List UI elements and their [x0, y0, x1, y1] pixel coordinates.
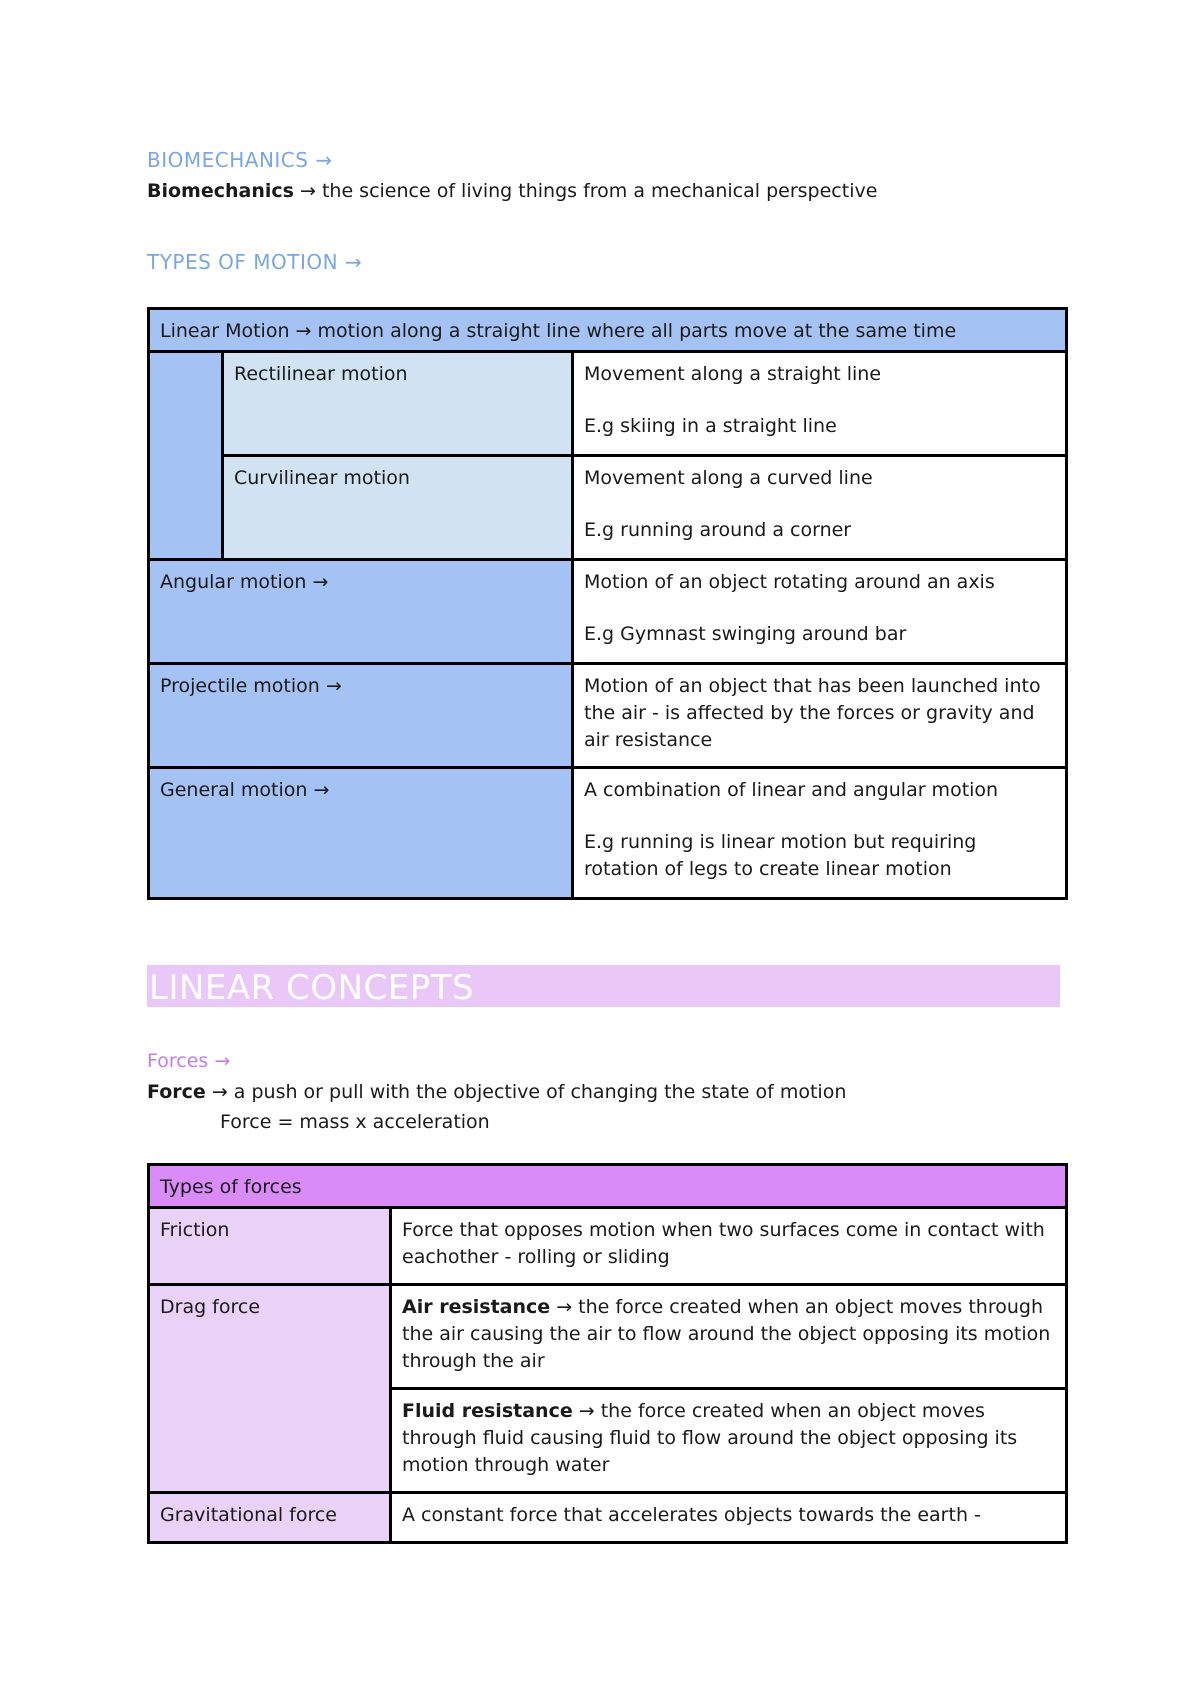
fluid-resistance-text: → the force created when an object moves through fluid causing fluid to flow around the object opposing its motion through water: [402, 1400, 1018, 1476]
curvilinear-motion-example: E.g running around a corner: [584, 519, 852, 541]
fluid-resistance-paragraph: [402, 1398, 1055, 1479]
forces-heading: Forces →: [147, 1050, 231, 1072]
projectile-motion-description: [573, 664, 1067, 768]
friction-description: [391, 1208, 1067, 1285]
biomechanics-heading: BIOMECHANICS →: [147, 148, 333, 172]
force-definition-text: → a push or pull with the objective of changing the state of motion: [205, 1081, 847, 1103]
angular-motion-description: [573, 560, 1067, 664]
general-motion-text: A combination of linear and angular motion: [584, 779, 999, 801]
gravitational-force-name: Gravitational force: [149, 1493, 391, 1543]
curvilinear-motion-description: [573, 456, 1067, 560]
angular-motion-name: Angular motion →: [149, 560, 573, 664]
biomechanics-definition: [147, 180, 877, 202]
types-of-motion-heading: TYPES OF MOTION →: [147, 250, 363, 274]
angular-motion-text: Motion of an object rotating around an axis: [584, 571, 995, 593]
rectilinear-motion-example: E.g skiing in a straight line: [584, 415, 837, 437]
drag-force-name: Drag force: [149, 1285, 391, 1493]
angular-motion-example: E.g Gymnast swinging around bar: [584, 623, 907, 645]
curvilinear-motion-text: Movement along a curved line: [584, 467, 873, 489]
gravitational-force-text: A constant force that accelerates objects towards the earth -: [402, 1504, 981, 1526]
fluid-resistance-term: Fluid resistance: [402, 1400, 573, 1422]
air-resistance-text: → the force created when an object moves through the air causing the air to flow around the object opposing its motion through the air: [402, 1296, 1051, 1372]
air-resistance-paragraph: [402, 1294, 1055, 1375]
rectilinear-motion-text: Movement along a straight line: [584, 363, 882, 385]
linear-concepts-banner: [147, 965, 1060, 1007]
rectilinear-motion-name: Rectilinear motion: [223, 352, 573, 456]
air-resistance-description: [391, 1285, 1067, 1389]
projectile-motion-text: Motion of an object that has been launched into the air - is affected by the forces or gravity and air resistance: [584, 675, 1041, 751]
force-term: Force: [147, 1081, 206, 1103]
air-resistance-term: Air resistance: [402, 1296, 551, 1318]
general-motion-description: [573, 768, 1067, 899]
general-motion-name: General motion →: [149, 768, 573, 899]
rectilinear-motion-description: [573, 352, 1067, 456]
fluid-resistance-description: [391, 1389, 1067, 1493]
types-of-forces-header: Types of forces: [149, 1165, 1067, 1208]
projectile-motion-name: Projectile motion →: [149, 664, 573, 768]
linear-motion-header: Linear Motion → motion along a straight line where all parts move at the same time: [149, 309, 1067, 352]
force-formula: Force = mass x acceleration: [220, 1111, 490, 1133]
biomechanics-definition-text: → the science of living things from a mechanical perspective: [293, 180, 878, 202]
friction-text: Force that opposes motion when two surfaces come in contact with eachother - rolling or sliding: [402, 1219, 1045, 1268]
friction-name: Friction: [149, 1208, 391, 1285]
types-of-forces-table: [147, 1163, 1068, 1544]
motion-types-table: [147, 307, 1068, 900]
linear-motion-indent-cell: [149, 352, 223, 560]
general-motion-example: E.g running is linear motion but requiring rotation of legs to create linear motion: [584, 831, 977, 880]
gravitational-force-description: [391, 1493, 1067, 1543]
linear-concepts-title: LINEAR CONCEPTS: [149, 968, 475, 1008]
biomechanics-term: Biomechanics: [147, 180, 294, 202]
force-definition: [147, 1081, 846, 1103]
curvilinear-motion-name: Curvilinear motion: [223, 456, 573, 560]
